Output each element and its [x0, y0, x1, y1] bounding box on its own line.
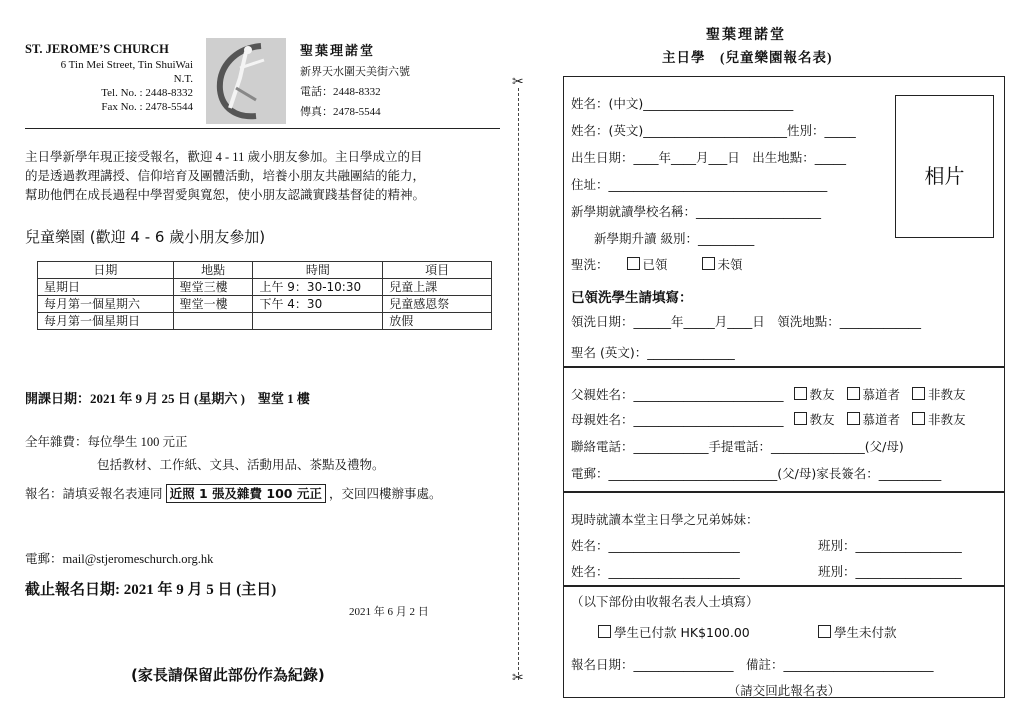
cell-item: 兒童感恩祭 [383, 296, 492, 313]
logo-figure-icon [206, 38, 286, 124]
baptism-no-option[interactable] [702, 257, 743, 272]
birth-field[interactable]: 出生日期：____年____月___日 出生地點：_____ [571, 150, 847, 165]
checkbox[interactable] [912, 387, 925, 400]
section-divider [564, 491, 1004, 493]
checkbox[interactable] [912, 412, 925, 425]
church-contact-zh [300, 62, 410, 122]
checkbox[interactable] [794, 412, 807, 425]
register-suffix: ，交回四樓辦事處。 [328, 487, 442, 501]
annual-fee: 全年雜費：每位學生 100 元正 [25, 435, 188, 449]
saint-name-field[interactable]: 聖名 (英文)：______________ [571, 345, 735, 360]
sibling-name-field[interactable]: 姓名：_____________________ [571, 564, 740, 579]
cell-item: 放假 [383, 313, 492, 330]
contact-email: 電郵：mail@stjeromeschurch.org.hk [25, 552, 214, 566]
option-label: 學生已付款 HK$100.00 [614, 625, 750, 640]
header-item: 項目 [383, 262, 492, 279]
sibling-class-field[interactable]: 班別：_________________ [818, 538, 962, 553]
cell-item: 兒童上課 [383, 279, 492, 296]
header-venue: 地點 [173, 262, 253, 279]
baptism-date-field[interactable]: 領洗日期：______年_____月____日 領洗地點：_____________ [571, 314, 922, 329]
photo-label: 相片 [924, 164, 965, 188]
return-form-note: （請交回此報名表） [727, 683, 841, 698]
start-date: 開課日期：2021 年 9 月 25 日 (星期六 ) 聖堂 1 樓 [25, 391, 310, 406]
option-label: 學生未付款 [834, 625, 897, 640]
option-label: 未領 [717, 257, 743, 272]
name-zh-field[interactable]: 姓名：(中文)________________________ [571, 96, 794, 111]
kids-program-title: 兒童樂園 (歡迎 4 - 6 歲小朋友參加) [25, 228, 266, 246]
baptism-label: 聖洗： [571, 257, 609, 272]
option-label: 非教友 [928, 387, 966, 402]
form-title-church: 聖葉理諾堂 [706, 28, 786, 43]
siblings-title: 現時就讀本堂主日學之兄弟姊妹： [571, 512, 759, 527]
address-zh: 新界天水圍天美街六號 [300, 66, 410, 78]
option-label: 已領 [642, 257, 668, 272]
cell-time [253, 313, 383, 330]
registration-instructions [25, 484, 441, 502]
header-date: 日期 [38, 262, 174, 279]
baptized-section-title: 已領洗學生請填寫： [571, 290, 693, 306]
address-field[interactable]: 住址：___________________________________ [571, 177, 828, 192]
fee-includes: 包括教材、工作紙、文具、活動用品、茶點及禮物。 [97, 458, 385, 472]
father-field[interactable] [571, 385, 966, 403]
address-line-1: 6 Tin Mei Street, Tin ShuiWai [60, 59, 193, 71]
fax-en: Fax No. : 2478-5544 [101, 101, 193, 113]
form-title: 主日學 (兒童樂園報名表) [662, 50, 833, 65]
intro-line: 主日學新學年現正接受報名，歡迎 4 - 11 歲小朋友參加。主日學成立的目 [25, 150, 423, 164]
intro-line: 幫助他們在成長過程中學習愛與寬恕，使小朋友認識實踐基督徒的精神。 [25, 188, 426, 202]
header-divider [25, 128, 500, 129]
section-divider [564, 585, 1004, 587]
table-row [38, 296, 492, 313]
tel-zh: 電話：2448-8332 [300, 86, 381, 98]
table-header-row [38, 262, 492, 279]
deadline: 截止報名日期: 2021 年 9 月 5 日 (主日) [25, 582, 277, 598]
header-time: 時間 [253, 262, 383, 279]
checkbox[interactable] [847, 387, 860, 400]
keep-record-note: (家長請保留此部份作為紀錄) [131, 666, 325, 684]
fax-zh: 傳真：2478-5544 [300, 106, 381, 118]
church-name-zh: 聖葉理諾堂 [300, 43, 376, 58]
mother-name[interactable]: 母親姓名：________________________ [571, 412, 784, 427]
mother-field[interactable] [571, 410, 966, 428]
intro-line: 的是透過教理講授、信仰培育及團體活動，培養小朋友共融團結的能力， [25, 169, 426, 183]
scissor-icon: ✂ [512, 670, 524, 686]
cell-venue: 聖堂一樓 [173, 296, 253, 313]
address-line-2: N.T. [173, 73, 193, 85]
cell-venue [173, 313, 253, 330]
cell-date: 星期日 [38, 279, 174, 296]
baptism-field [571, 255, 743, 273]
register-prefix: 報名：請填妥報名表連同 [25, 487, 163, 501]
church-address-en [25, 58, 193, 114]
checkbox[interactable] [847, 412, 860, 425]
issue-date: 2021 年 6 月 2 日 [349, 606, 429, 618]
table-row [38, 313, 492, 330]
reg-date-remarks-field[interactable]: 報名日期：________________ 備註：________________________ [571, 657, 934, 672]
grade-field[interactable]: 新學期升讀 級別：_________ [594, 231, 755, 246]
cell-time: 下午 4：30 [253, 296, 383, 313]
checkbox[interactable] [702, 257, 715, 270]
name-en-gender-field[interactable]: 姓名：(英文)_______________________性別：_____ [571, 123, 856, 138]
checkbox[interactable] [627, 257, 640, 270]
father-name[interactable]: 父親姓名：________________________ [571, 387, 784, 402]
cell-date: 每月第一個星期日 [38, 313, 174, 330]
option-label: 教友 [809, 412, 835, 427]
contact-phone-field[interactable]: 聯絡電話：____________手提電話：_______________(父/母) [571, 439, 904, 454]
cut-line [518, 88, 519, 680]
baptism-yes-option[interactable] [627, 257, 668, 272]
checkbox[interactable] [794, 387, 807, 400]
checkbox[interactable] [598, 625, 611, 638]
option-label: 慕道者 [862, 412, 901, 427]
church-logo-image [206, 38, 286, 124]
intro-paragraph [25, 148, 501, 205]
school-field[interactable]: 新學期就讀學校名稱：____________________ [571, 204, 822, 219]
section-divider [564, 366, 1004, 368]
cell-venue: 聖堂三樓 [173, 279, 253, 296]
sibling-name-field[interactable]: 姓名：_____________________ [571, 538, 740, 553]
office-use-note: （以下部份由收報名表人士填寫） [571, 594, 759, 609]
cell-time: 上午 9：30-10:30 [253, 279, 383, 296]
scissor-icon: ✂ [512, 74, 524, 90]
tel-en: Tel. No. : 2448-8332 [101, 87, 193, 99]
paid-option[interactable] [598, 623, 750, 641]
email-signature-field[interactable]: 電郵：___________________________(父/母)家長簽名：__________ [571, 466, 942, 481]
church-name-en: ST. JEROME’S CHURCH [25, 42, 169, 56]
option-label: 慕道者 [862, 387, 901, 402]
unpaid-option[interactable] [818, 623, 897, 641]
schedule-table [37, 261, 492, 330]
sibling-class-field[interactable]: 班別：_________________ [818, 564, 962, 579]
checkbox[interactable] [818, 625, 831, 638]
table-row [38, 279, 492, 296]
option-label: 非教友 [928, 412, 966, 427]
option-label: 教友 [809, 387, 835, 402]
register-requirement-box: 近照 1 張及雜費 100 元正 [166, 484, 326, 503]
cell-date: 每月第一個星期六 [38, 296, 174, 313]
